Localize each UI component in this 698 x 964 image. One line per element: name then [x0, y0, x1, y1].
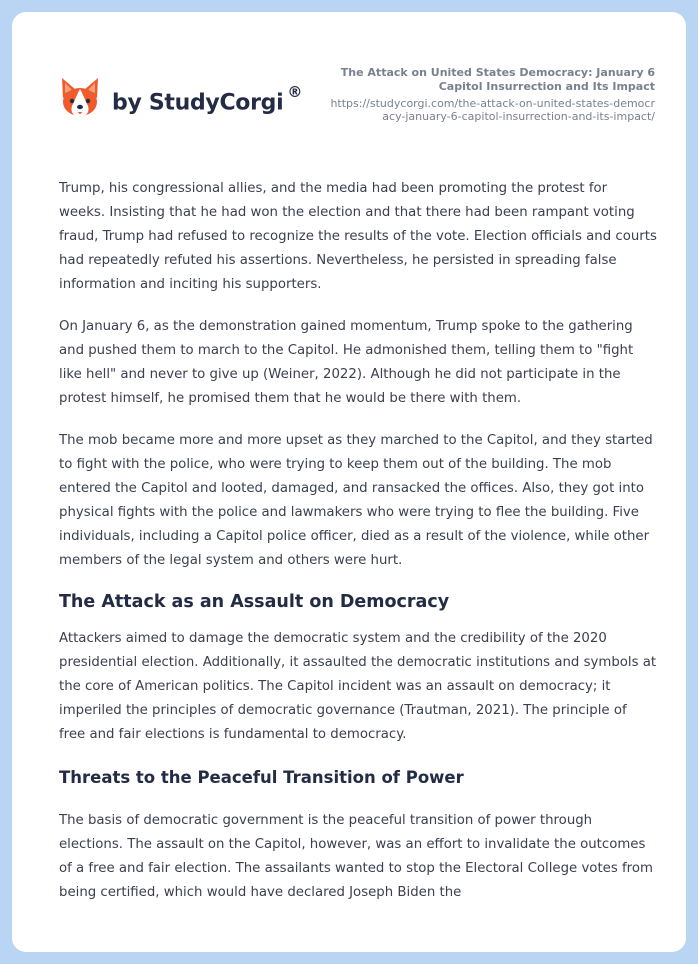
document-page: [12, 12, 686, 952]
studycorgi-logo[interactable]: [60, 76, 302, 120]
paragraph: The basis of democratic government is the peaceful transition of power through elections. The assault on the Capitol, however, was an effort to invalidate the outcomes of a free and fair election. The assailants wanted to stop the Electoral College votes from being certified, which would have declared Joseph Biden the: [59, 813, 653, 900]
paragraph: The mob became more and more upset as they marched to the Capitol, and they started to fight with the police, who were trying to keep them out of the building. The mob entered the Capitol and looted, damaged, and ransacked the offices. Also, they got into physical fights with the police and lawmakers who were trying to flee the building. Five individuals, including a Capitol police officer, died as a result of the violence, while other members of the legal system and others were hurt.: [59, 433, 653, 568]
paragraph: Attackers aimed to damage the democratic system and the credibility of the 2020 presidential election. Additionally, it assaulted the democratic institutions and symbols at the core of American politics. The Capitol incident was an assault on democracy; it imperiled the principles of democratic governance (Trautman, 2021). The principle of free and fair elections is fundamental to democracy.: [59, 631, 657, 742]
article-body: [59, 177, 657, 923]
brand-name: by StudyCorgi ®: [112, 82, 303, 116]
source-url[interactable]: https://studycorgi.com/the-attack-on-united-states-democracy-january-6-capitol-insurrection-and-its-impact/: [330, 97, 655, 123]
section-heading: Threats to the Peaceful Transition of Power: [59, 768, 464, 787]
source-title: The Attack on United States Democracy: January 6 Capitol Insurrection and Its Impact: [340, 66, 655, 93]
registered-mark: ®: [287, 82, 303, 101]
paragraph: On January 6, as the demonstration gained momentum, Trump spoke to the gathering and pushed them to march to the Capitol. He admonished them, telling them to "fight like hell" and never to give up (Weiner, 2022). Although he did not participate in the protest himself, he promised them that he would be there with them.: [59, 319, 634, 406]
corgi-icon: [60, 76, 100, 120]
paragraph: Trump, his congressional allies, and the media had been promoting the protest for weeks. Insisting that he had won the election and that there had been rampant voting fraud, Trump had refused to recognize the results of the vote. Election officials and courts had repeatedly refuted his assertions. Nevertheless, he persisted in spreading false information and inciting his supporters.: [59, 181, 657, 292]
source-info: [325, 66, 655, 123]
section-heading: The Attack as an Assault on Democracy: [59, 592, 450, 612]
